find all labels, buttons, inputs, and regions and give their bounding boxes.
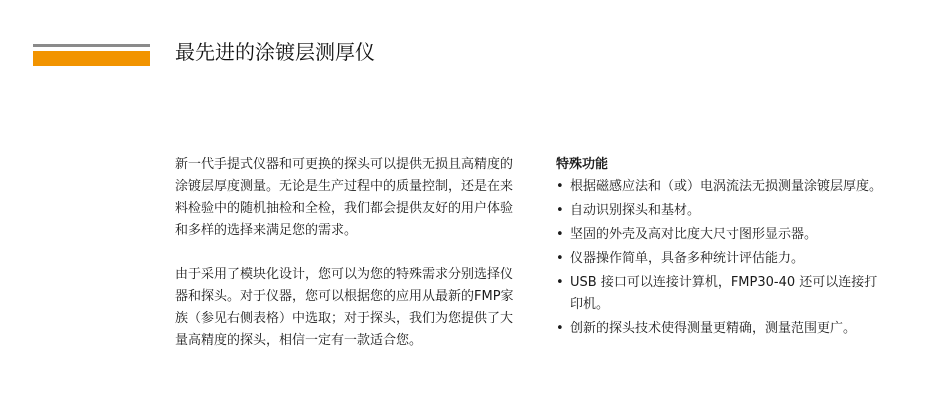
header-accent-gray-bar: [33, 44, 150, 47]
features-column: [556, 154, 886, 342]
bullet-icon: •: [556, 203, 564, 218]
feature-item-text: 创新的探头技术使得测量更精确，测量范围更广。: [570, 321, 857, 336]
bullet-icon: •: [556, 251, 564, 266]
bullet-icon: •: [556, 321, 564, 336]
feature-item: [556, 200, 886, 222]
feature-item: [556, 272, 886, 316]
bullet-icon: •: [556, 227, 564, 242]
feature-item: [556, 224, 886, 246]
feature-item: [556, 248, 886, 270]
bullet-icon: •: [556, 179, 564, 194]
feature-item: [556, 176, 886, 198]
feature-item-text: 坚固的外壳及高对比度大尺寸图形显示器。: [570, 227, 818, 242]
features-list: [556, 176, 886, 340]
intro-paragraph-1: 新一代手提式仪器和可更换的探头可以提供无损且高精度的涂镀层厚度测量。无论是生产过程中的质量控制，还是在来料检验中的随机抽检和全检，我们都会提供友好的用户体验和多样的选择来满足您的需求。: [175, 157, 514, 238]
intro-paragraph-2: 由于采用了模块化设计，您可以为您的特殊需求分别选择仪器和探头。对于仪器，您可以根据您的应用从最新的FMP家族（参见右侧表格）中选取；对于探头，我们为您提供了大量高精度的探头，相信一定有一款适合您。: [175, 267, 514, 348]
feature-item-text: 仪器操作简单，具备多种统计评估能力。: [570, 251, 805, 266]
feature-item-text: USB 接口可以连接计算机，FMP30-40 还可以连接打印机。: [570, 275, 878, 312]
feature-item-text: 根据磁感应法和（或）电涡流法无损测量涂镀层厚度。: [570, 179, 883, 194]
bullet-icon: •: [556, 275, 564, 290]
header-accent-orange-bar: [33, 51, 150, 66]
feature-item: [556, 318, 886, 340]
features-title: 特殊功能: [556, 157, 609, 172]
feature-item-text: 自动识别探头和基材。: [570, 203, 701, 218]
intro-column: [175, 154, 525, 352]
page-title: 最先进的涂镀层测厚仪: [175, 40, 375, 64]
